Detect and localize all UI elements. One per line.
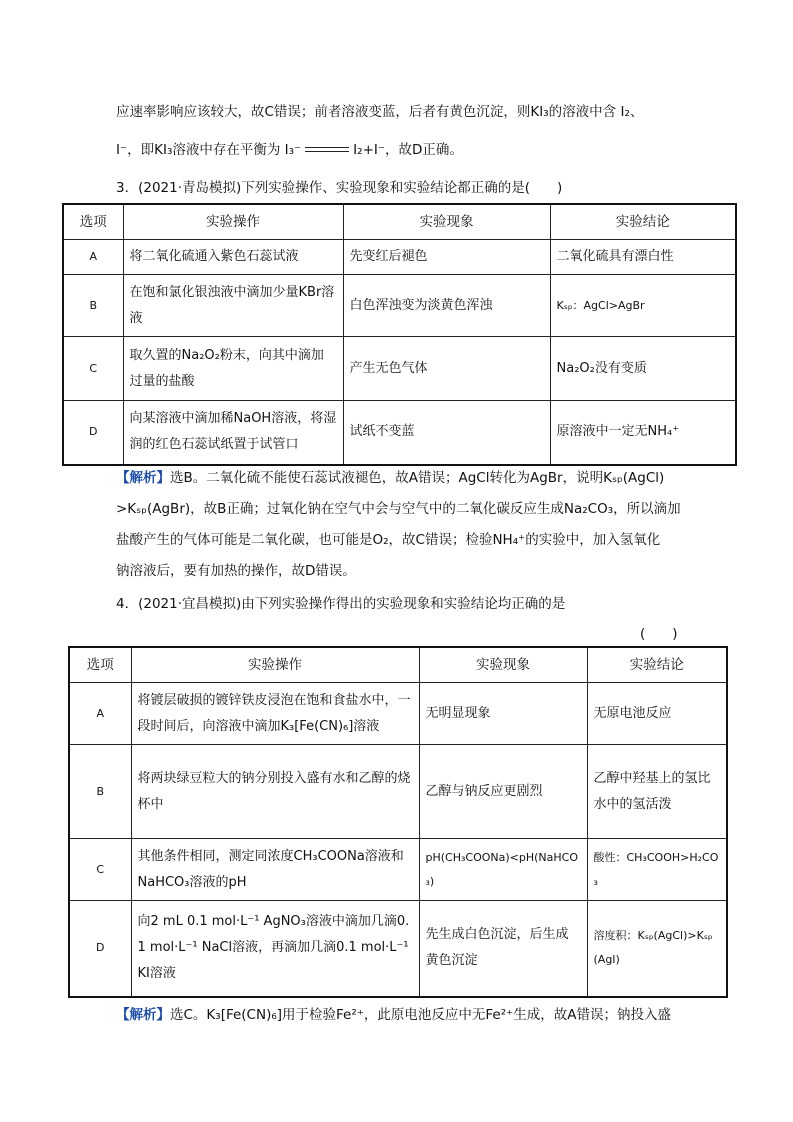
table-row: [69, 901, 727, 997]
phenomenon-cell: 试纸不变蓝: [343, 401, 550, 465]
option-cell: B: [63, 275, 123, 337]
table-row: [63, 337, 736, 401]
phenomenon-cell: 白色浑浊变为淡黄色浑浊: [343, 275, 550, 337]
text-fragment: I⁻，即KI₃溶液中存在平衡为 I₃⁻: [116, 142, 302, 158]
question-4-stem: 4．(2021·宜昌模拟)由下列实验操作得出的实验现象和实验结论均正确的是: [116, 596, 566, 612]
analysis-line: 钠溶液后，要有加热的操作，故D错误。: [116, 563, 356, 579]
phenomenon-cell: 先生成白色沉淀，后生成黄色沉淀: [419, 901, 587, 997]
table-header: 实验现象: [343, 204, 550, 240]
operation-cell: 取久置的Na₂O₂粉末，向其中滴加过量的盐酸: [123, 337, 343, 401]
analysis-line: >Kₛₚ(AgBr)，故B正确；过氧化钠在空气中会与空气中的二氧化碳反应生成Na₂CO₃，所以滴加: [116, 501, 681, 517]
option-cell: A: [69, 683, 131, 745]
operation-cell: 其他条件相同，测定同浓度CH₃COONa溶液和NaHCO₃溶液的pH: [131, 839, 419, 901]
table-row: [69, 839, 727, 901]
operation-cell: 向某溶液中滴加稀NaOH溶液，将湿润的红色石蕊试纸置于试管口: [123, 401, 343, 465]
conclusion-cell: Na₂O₂没有变质: [550, 337, 736, 401]
phenomenon-cell: 无明显现象: [419, 683, 587, 745]
operation-cell: 向2 mL 0.1 mol·L⁻¹ AgNO₃溶液中滴加几滴0.1 mol·L⁻¹ NaCl溶液，再滴加几滴0.1 mol·L⁻¹ KI溶液: [131, 901, 419, 997]
operation-cell: 将二氧化硫通入紫色石蕊试液: [123, 240, 343, 275]
conclusion-cell: 溶度积：Kₛₚ(AgCl)>Kₛₚ(AgI): [587, 901, 727, 997]
table-row: [63, 240, 736, 275]
option-cell: D: [69, 901, 131, 997]
analysis-line: 盐酸产生的气体可能是二氧化碳，也可能是O₂，故C错误；检验NH₄⁺的实验中，加入氢氧化: [116, 532, 661, 548]
table-header: 选项: [63, 204, 123, 240]
option-cell: C: [63, 337, 123, 401]
analysis-label: 【解析】: [116, 1007, 170, 1023]
table-row: [63, 275, 736, 337]
question-3-table: [62, 203, 737, 466]
equilibrium-arrow-icon: [305, 146, 349, 154]
table-header: 实验结论: [550, 204, 736, 240]
analysis-line: [116, 1003, 671, 1023]
conclusion-cell: 二氧化硫具有漂白性: [550, 240, 736, 275]
phenomenon-cell: 乙醇与钠反应更剧烈: [419, 745, 587, 839]
phenomenon-cell: pH(CH₃COONa)<pH(NaHCO₃): [419, 839, 587, 901]
analysis-text: 选B。二氧化硫不能使石蕊试液褪色，故A错误；AgCl转化为AgBr，说明Kₛₚ(AgCl): [170, 470, 665, 486]
option-cell: A: [63, 240, 123, 275]
table-header: 实验现象: [419, 647, 587, 683]
operation-cell: 将镀层破损的镀锌铁皮浸泡在饱和食盐水中，一段时间后，向溶液中滴加K₃[Fe(CN)₆]溶液: [131, 683, 419, 745]
analysis-label: 【解析】: [116, 470, 170, 486]
conclusion-cell: Kₛₚ：AgCl>AgBr: [550, 275, 736, 337]
text-line: 应速率影响应该较大，故C错误；前者溶液变蓝，后者有黄色沉淀，则KI₃的溶液中含 I₂、: [116, 104, 644, 120]
option-cell: D: [63, 401, 123, 465]
table-row: [69, 683, 727, 745]
conclusion-cell: 无原电池反应: [587, 683, 727, 745]
analysis-line: [116, 466, 664, 486]
table-header: 选项: [69, 647, 131, 683]
question-4-table: [68, 646, 728, 998]
analysis-text: 选C。K₃[Fe(CN)₆]用于检验Fe²⁺，此原电池反应中无Fe²⁺生成，故A错误；钠投入盛: [170, 1007, 672, 1023]
table-header: 实验操作: [131, 647, 419, 683]
conclusion-cell: 原溶液中一定无NH₄⁺: [550, 401, 736, 465]
operation-cell: 在饱和氯化银浊液中滴加少量KBr溶液: [123, 275, 343, 337]
operation-cell: 将两块绿豆粒大的钠分别投入盛有水和乙醇的烧杯中: [131, 745, 419, 839]
table-row: [69, 745, 727, 839]
conclusion-cell: 乙醇中羟基上的氢比水中的氢活泼: [587, 745, 727, 839]
option-cell: B: [69, 745, 131, 839]
option-cell: C: [69, 839, 131, 901]
table-header: 实验操作: [123, 204, 343, 240]
phenomenon-cell: 先变红后褪色: [343, 240, 550, 275]
text-fragment: I₂+I⁻，故D正确。: [353, 142, 463, 158]
table-row: [63, 401, 736, 465]
text-line: [116, 138, 463, 158]
answer-bracket: ( ): [640, 626, 678, 642]
phenomenon-cell: 产生无色气体: [343, 337, 550, 401]
table-header: 实验结论: [587, 647, 727, 683]
question-3-stem: 3．(2021·青岛模拟)下列实验操作、实验现象和实验结论都正确的是( ): [116, 180, 563, 196]
conclusion-cell: 酸性：CH₃COOH>H₂CO₃: [587, 839, 727, 901]
